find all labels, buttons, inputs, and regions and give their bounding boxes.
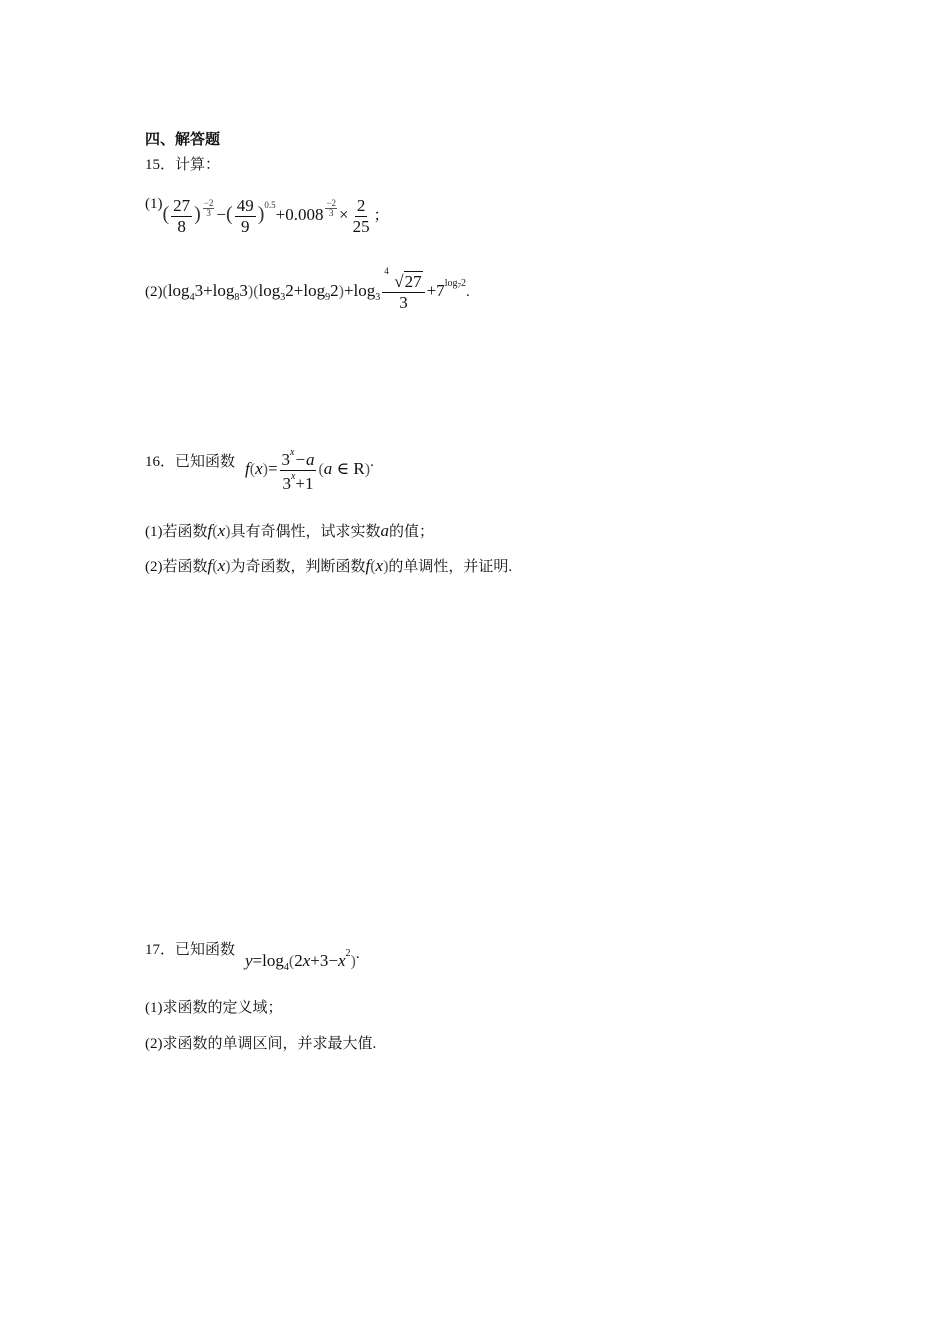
q17-part2: (2)求函数的单调区间，并求最大值. — [145, 1036, 377, 1052]
q15-frac-49-9: $\frac{49}{9}$ — [236, 196, 254, 236]
q17-stem: 17．已知函数 — [145, 942, 236, 958]
q15-root-frac: 4 √27 3 — [382, 272, 424, 312]
q15-p1-label: (1) — [145, 196, 163, 212]
q15-exp1: $\frac{-2}{3}$ — [203, 197, 214, 219]
q16-part1: (1)若函数f(x)具有奇偶性，试求实数a的值； — [145, 521, 434, 540]
q16-stem: 16．已知函数 — [145, 454, 236, 470]
q15-exp3: $\frac{-2}{3}$ — [326, 197, 337, 219]
q15-exp2: 0.5 — [264, 199, 276, 210]
q17-part1: (1)求函数的定义域； — [145, 1000, 283, 1016]
q16-part2: (2)若函数f(x)为奇函数，判断函数f(x)的单调性，并证明. — [145, 556, 513, 575]
q15-part1: (1)( $\frac{27}{8}$ ) $\frac{-2}{3}$ −( $\frac{49}{9}$ )$^{0.5}$+0.008 $\frac{-2}{3}$ × $\frac{2}{25}$ ； — [145, 196, 389, 236]
q15-frac-27-8: $\frac{27}{8}$ — [173, 196, 191, 236]
q15-frac-2-25: $\frac{2}{25}$ — [352, 196, 370, 236]
q17-function: $y=\log_4(2x+3-x^2)$. — [245, 946, 360, 973]
fourth-root: 4 √27 — [384, 266, 422, 291]
q16-fraction: $\frac{3^x-a}{3^x+1}$ — [281, 447, 315, 493]
q15-part2: $(2)(\log_43+\log_83)(\log_32+\log_92)+\log_3$ 4 √27 3 $+7^{log_72}$. — [145, 266, 470, 312]
q15-p2-label: (2) — [145, 283, 163, 300]
section-title: 四、解答题 — [145, 132, 221, 148]
q15-stem: 15．计算： — [145, 157, 221, 173]
q16-function: f(x)= $\frac{3^x-a}{3^x+1}$ (a ∈ R). — [245, 447, 374, 493]
